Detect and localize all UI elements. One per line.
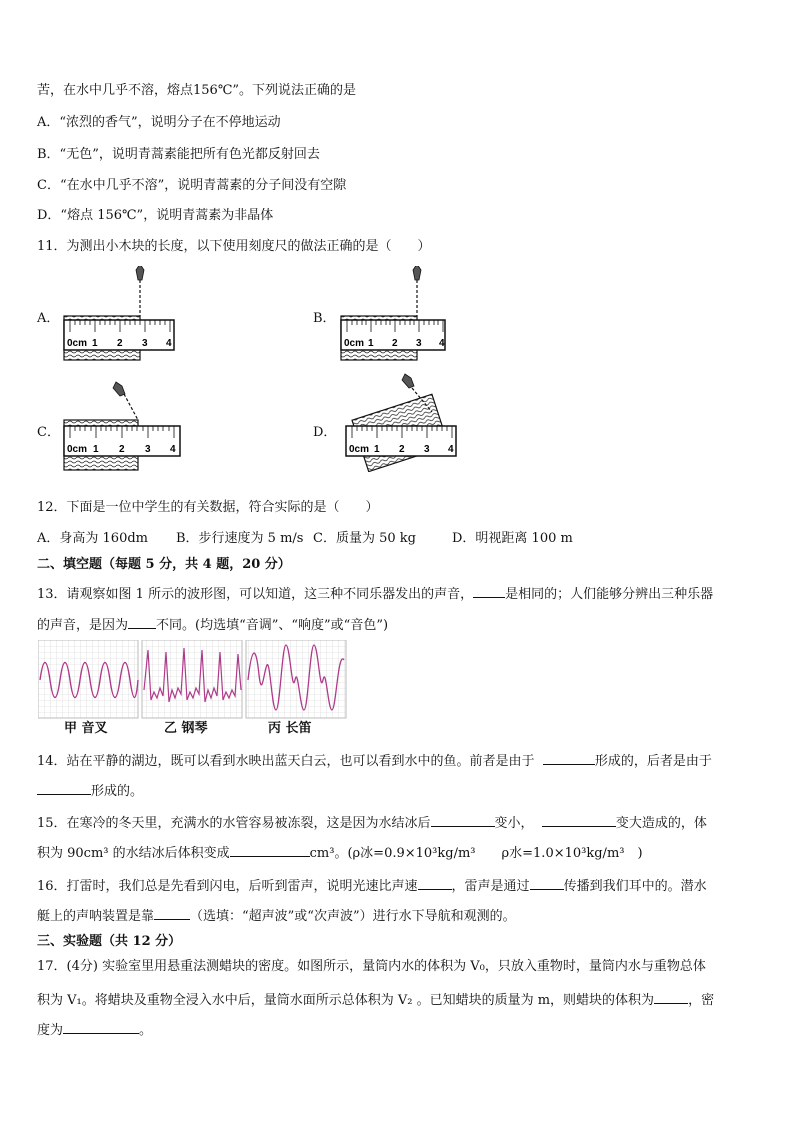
q17-blank-2[interactable] — [63, 1019, 139, 1034]
q13-line-1-b: 是相同的；人们能够分辨出三种乐器 — [505, 587, 714, 602]
q13-line-2-b: 不同。(均选填“音调”、“响度”或“音色”) — [156, 618, 389, 633]
q10-option-a: A．“浓烈的香气”，说明分子在不停地运动 — [37, 115, 281, 130]
wave-label-tuning-fork: 甲 音叉 — [64, 721, 108, 736]
q15-line-2-b: cm³。(ρ冰=0.9×10³kg/m³ ρ水=1.0×10³kg/m³ ) — [309, 846, 643, 861]
ruler-figure-c — [60, 380, 185, 475]
q16-line-1-a: 16．打雷时，我们总是先看到闪电，后听到雷声，说明光速比声速 — [37, 879, 418, 894]
q14-blank-1[interactable] — [543, 750, 595, 765]
q17-line-1: 17．(4分) 实验室里用悬重法测蜡块的密度。如图所示，量筒内水的体积为 V₀，只放入重物时，量筒内水与重物总体 — [37, 959, 706, 974]
ruler-b-tick-4: 4 — [439, 338, 445, 349]
ruler-d-tick-0: 0cm — [349, 444, 370, 455]
q16-line-2-b: （选填：“超声波”或“次声波”）进行水下导航和观测的。 — [190, 909, 516, 924]
q15-blank-3[interactable] — [230, 842, 310, 857]
q13-line-1-a: 13．请观察如图 1 所示的波形图，可以知道，这三种不同乐器发出的声音， — [37, 587, 474, 602]
q17-line-3 — [37, 1019, 152, 1040]
ruler-b-tick-2: 2 — [392, 338, 398, 349]
q17-line-3-b: 。 — [139, 1023, 153, 1038]
ruler-c-tick-2: 2 — [119, 444, 125, 455]
q15-line-1-b: 变小， — [494, 816, 534, 831]
q16-line-2-a: 艇上的声呐装置是靠 — [37, 909, 155, 924]
q13-line-2 — [37, 614, 388, 635]
q14-line-1-b: 形成的，后者是由于 — [594, 754, 712, 769]
q16-line-1-c: 传播到我们耳中的。潜水 — [563, 879, 707, 894]
q15-line-1-a: 15．在寒冷的冬天里，充满水的水管容易被冻裂，这是因为水结冰后 — [37, 816, 431, 831]
q13-line-1 — [37, 583, 713, 604]
q14-line-2: 形成的。 — [91, 784, 144, 799]
q15-line-2-a: 积为 90cm³ 的水结冰后体积变成 — [37, 846, 230, 861]
ruler-d-tick-3: 3 — [424, 444, 430, 455]
q11-label-a: A． — [37, 311, 60, 326]
q17-line-3-a: 度为 — [37, 1023, 64, 1038]
q17-line-2-a: 积为 V₁。将蜡块及重物全浸入水中后，量筒水面所示总体积为 V₂ 。已知蜡块的质量为 m，则蜡块的体积为 — [37, 993, 655, 1008]
ruler-a-tick-1: 1 — [92, 338, 98, 349]
q11-label-d: D． — [313, 425, 337, 440]
section-2-heading: 二、填空题（每题 5 分，共 4 题，20 分） — [37, 557, 291, 572]
q10-option-d: D．“熔点 156℃”，说明青蒿素为非晶体 — [37, 208, 274, 223]
q16-blank-2[interactable] — [530, 875, 564, 890]
q12-option-c: C．质量为 50 kg — [313, 531, 416, 546]
q15-line-1-c: 变大造成的，体 — [615, 816, 707, 831]
q15-line-2 — [37, 842, 643, 863]
q17-line-2 — [37, 989, 714, 1010]
ruler-figure-a — [60, 266, 180, 366]
q12-stem: 12．下面是一位中学生的有关数据，符合实际的是（ ） — [37, 500, 379, 515]
ruler-d-tick-2: 2 — [399, 444, 405, 455]
q12-option-b: B．步行速度为 5 m/s — [176, 531, 304, 546]
q14-line-1-a: 14．站在平静的湖边，既可以看到水映出蓝天白云，也可以看到水中的鱼。前者是由于 — [37, 754, 535, 769]
q13-blank-2[interactable] — [128, 614, 156, 629]
ruler-b-tick-0: 0cm — [344, 338, 365, 349]
q14-line-2 — [37, 780, 143, 801]
ruler-c-tick-0: 0cm — [67, 444, 88, 455]
ruler-figure-d — [340, 372, 465, 472]
q17-blank-1[interactable] — [654, 989, 688, 1004]
ruler-a-tick-2: 2 — [117, 338, 123, 349]
ruler-a-tick-3: 3 — [142, 338, 148, 349]
q10-option-c: C．“在水中几乎不溶”，说明青蒿素的分子间没有空隙 — [37, 178, 347, 193]
q13-blank-1[interactable] — [473, 583, 505, 598]
waveform-figure — [38, 640, 348, 720]
ruler-d-tick-1: 1 — [374, 444, 380, 455]
ruler-c-tick-1: 1 — [93, 444, 99, 455]
wave-label-piano: 乙 钢琴 — [164, 721, 208, 736]
wave-label-flute: 丙 长笛 — [268, 721, 312, 736]
ruler-b-tick-3: 3 — [416, 338, 422, 349]
q11-stem: 11．为测出小木块的长度，以下使用刻度尺的做法正确的是（ ） — [37, 239, 431, 254]
ruler-figure-b — [337, 266, 457, 366]
ruler-d-tick-4: 4 — [448, 444, 454, 455]
q12-option-a: A．身高为 160dm — [37, 531, 148, 546]
q16-line-1 — [37, 875, 707, 896]
q16-line-1-b: ，雷声是通过 — [451, 879, 530, 894]
ruler-b-tick-1: 1 — [368, 338, 374, 349]
q16-blank-1[interactable] — [418, 875, 452, 890]
q12-option-d: D．明视距离 100 m — [452, 531, 573, 546]
q10-option-b: B．“无色”，说明青蒿素能把所有色光都反射回去 — [37, 147, 320, 162]
ruler-a-tick-4: 4 — [166, 338, 172, 349]
q11-label-c: C． — [37, 425, 60, 440]
q16-blank-3[interactable] — [154, 905, 190, 920]
q10-stem-tail: 苦，在水中几乎不溶，熔点156℃”。下列说法正确的是 — [37, 83, 357, 98]
q16-line-2 — [37, 905, 516, 926]
q13-line-2-a: 的声音，是因为 — [37, 618, 129, 633]
q14-line-1 — [37, 750, 712, 771]
q15-line-1 — [37, 812, 707, 833]
q11-label-b: B． — [313, 311, 336, 326]
q17-line-2-b: ，密 — [688, 993, 715, 1008]
q15-blank-1[interactable] — [431, 812, 495, 827]
section-3-heading: 三、实验题（共 12 分） — [37, 934, 182, 949]
q14-blank-2[interactable] — [37, 780, 91, 795]
ruler-c-tick-4: 4 — [170, 444, 176, 455]
ruler-c-tick-3: 3 — [145, 444, 151, 455]
q15-blank-2[interactable] — [542, 812, 616, 827]
ruler-a-tick-0: 0cm — [67, 338, 88, 349]
